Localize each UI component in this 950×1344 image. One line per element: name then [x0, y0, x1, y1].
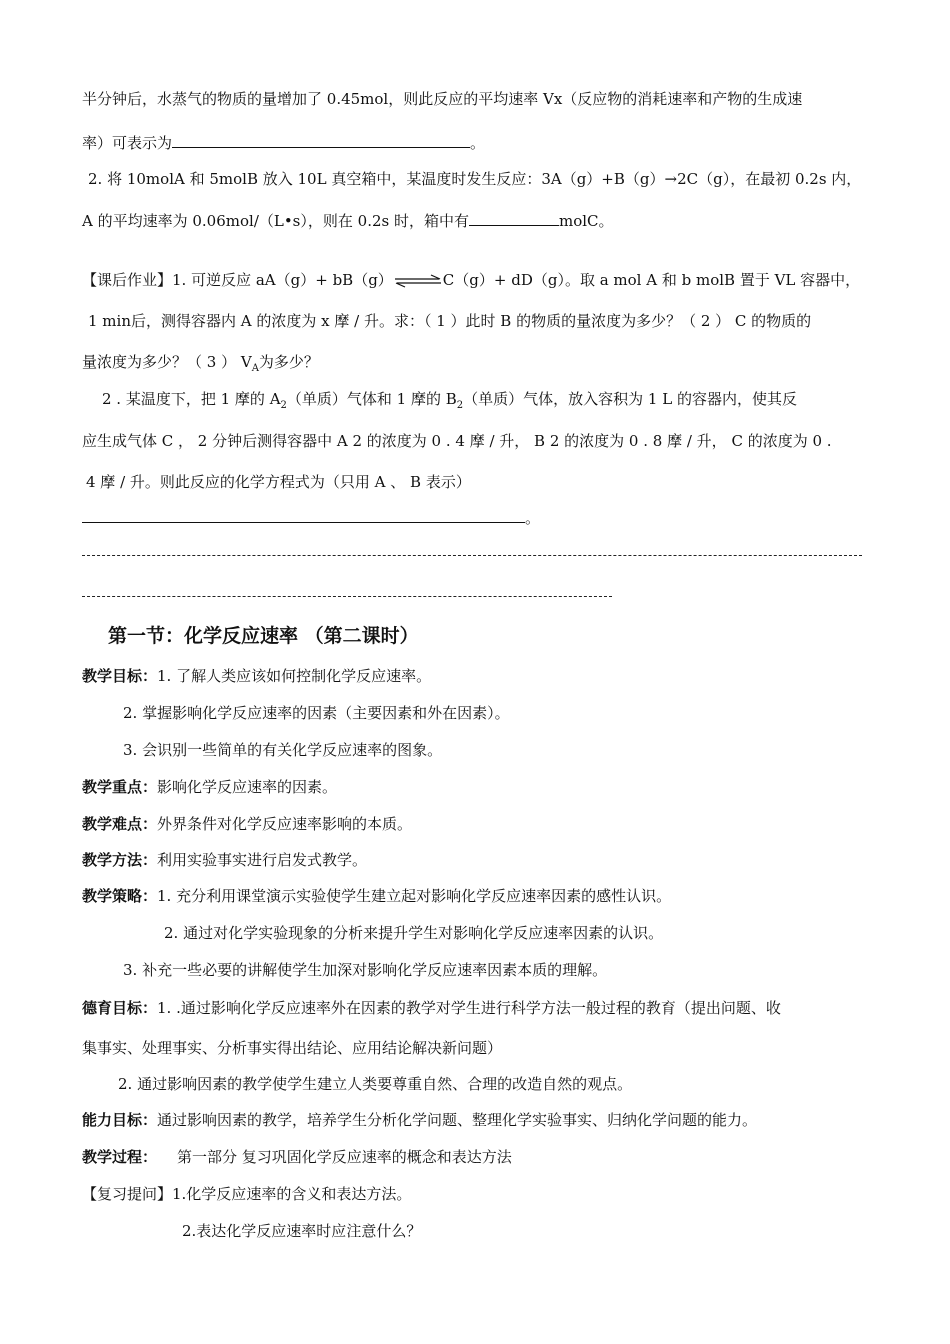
moral-text-cont: 集事实、处理事实、分析事实得出结论、应用结论解决新问题）: [82, 1039, 503, 1057]
goal-item: 3. 会识别一些简单的有关化学反应速率的图象。: [123, 741, 443, 759]
homework-q2-line4: [82, 508, 540, 528]
strategy-label: 教学策略：: [82, 887, 158, 905]
review-question-2: 2.表达化学反应速率时应注意什么？: [182, 1222, 422, 1240]
strategy-row: [82, 886, 671, 906]
strategy-item: 3. 补充一些必要的讲解使学生加深对影响化学反应速率因素本质的理解。: [123, 961, 608, 979]
homework-q2-line2: 应生成气体 C ， 2 分钟后测得容器中 A 2 的浓度为 0 . 4 摩 / 升， B 2 的浓度为 0 . 8 摩 / 升， C 的浓度为 0 .: [82, 432, 832, 450]
divider-line: [82, 596, 612, 597]
homework-line3-end: 为多少？: [258, 353, 319, 371]
q2-line4-end: 。: [525, 509, 541, 527]
section-title: 第一节：化学反应速率 （第二课时）: [108, 625, 419, 647]
goal-item: 2. 掌握影响化学反应速率的因素（主要因素和外在因素）。: [123, 704, 510, 722]
strategy-item: 2. 通过对化学实验现象的分析来提升学生对影响化学反应速率因素的认识。: [164, 924, 664, 942]
difficulty-label: 教学难点：: [82, 815, 158, 833]
key-text: 影响化学反应速率的因素。: [157, 778, 338, 796]
subscript: 2: [280, 400, 287, 411]
homework-line1-rest: C（g）+ dD（g）。取 a mol A 和 b molB 置于 VL 容器中，: [442, 271, 861, 289]
process-label: 教学过程：: [82, 1148, 158, 1166]
strategy-item: 1. 充分利用课堂演示实验使学生建立起对影响化学反应速率因素的感性认识。: [157, 887, 672, 905]
problem1-line2-text: 率）可表示为: [82, 134, 173, 152]
problem2-line2-text: A 的平均速率为 0.06mol/（L•s），则在 0.2s 时，箱中有: [82, 212, 469, 230]
problem1-line1: 半分钟后，水蒸气的物质的量增加了 0.45mol，则此反应的平均速率 Vx（反应物的消耗速率和产物的生成速: [82, 90, 803, 108]
difficulty-text: 外界条件对化学反应速率影响的本质。: [157, 815, 413, 833]
homework-line3-text: 量浓度为多少？（ 3 ） V: [82, 353, 252, 371]
problem2-line1: 2. 将 10molA 和 5molB 放入 10L 真空箱中，某温度时发生反应：3A（g）+B（g）→2C（g），在最初 0.2s 内，: [88, 170, 862, 188]
homework-q2-line1: [102, 389, 797, 416]
homework-line1-text: 【课后作业】1. 可逆反应 aA（g）+ bB（g）: [82, 271, 393, 289]
method-row: [82, 850, 367, 870]
process-text: 第一部分 复习巩固化学反应速率的概念和表达方法: [177, 1148, 512, 1166]
subscript: A: [251, 363, 259, 374]
q2-text-b: （单质）气体和 1 摩的 B: [286, 390, 457, 408]
moral-text: 1. .通过影响化学反应速率外在因素的教学对学生进行科学方法一般过程的教育（提出问题、收: [157, 999, 781, 1017]
moral-label: 德育目标：: [82, 999, 158, 1017]
moral-item-2: 2. 通过影响因素的教学使学生建立人类要尊重自然、合理的改造自然的观点。: [118, 1075, 633, 1093]
ability-text: 通过影响因素的教学，培养学生分析化学问题、整理化学实验事实、归纳化学问题的能力。: [157, 1111, 758, 1129]
q2-text-a: 2 . 某温度下，把 1 摩的 A: [102, 390, 281, 408]
subscript: 2: [456, 400, 464, 411]
answer-blank[interactable]: [82, 508, 525, 523]
divider-line: [82, 555, 862, 556]
homework-line2: 1 min后，测得容器内 A 的浓度为 x 摩 / 升。求：（ 1 ）此时 B 的物质的量浓度为多少？（ 2 ） C 的物质的: [88, 312, 812, 330]
reversible-arrow-icon: [393, 274, 443, 288]
key-row: [82, 777, 337, 797]
goals-row: [82, 666, 431, 686]
problem2-line2: [82, 211, 614, 231]
homework-line3: [82, 352, 319, 379]
method-label: 教学方法：: [82, 851, 158, 869]
moral-row: [82, 998, 781, 1018]
goals-label: 教学目标：: [82, 667, 158, 685]
ability-row: [82, 1110, 757, 1130]
problem2-line2-end: molC。: [558, 212, 614, 230]
method-text: 利用实验事实进行启发式教学。: [157, 851, 368, 869]
goal-item: 1. 了解人类应该如何控制化学反应速率。: [157, 667, 432, 685]
difficulty-row: [82, 814, 412, 834]
process-row: [82, 1147, 512, 1167]
q2-text-c: （单质）气体，放入容积为 1 L 的容器内，使其反: [463, 390, 797, 408]
problem1-line2: [82, 133, 485, 153]
homework-q2-line3: 4 摩 / 升。则此反应的化学方程式为（只用 A 、 B 表示）: [86, 473, 471, 491]
problem1-line2-end: 。: [470, 134, 486, 152]
answer-blank[interactable]: [172, 133, 470, 148]
review-question-1: 【复习提问】1.化学反应速率的含义和表达方法。: [82, 1185, 412, 1203]
ability-label: 能力目标：: [82, 1111, 158, 1129]
answer-blank[interactable]: [469, 211, 559, 226]
homework-line1: [82, 270, 860, 290]
key-label: 教学重点：: [82, 778, 158, 796]
